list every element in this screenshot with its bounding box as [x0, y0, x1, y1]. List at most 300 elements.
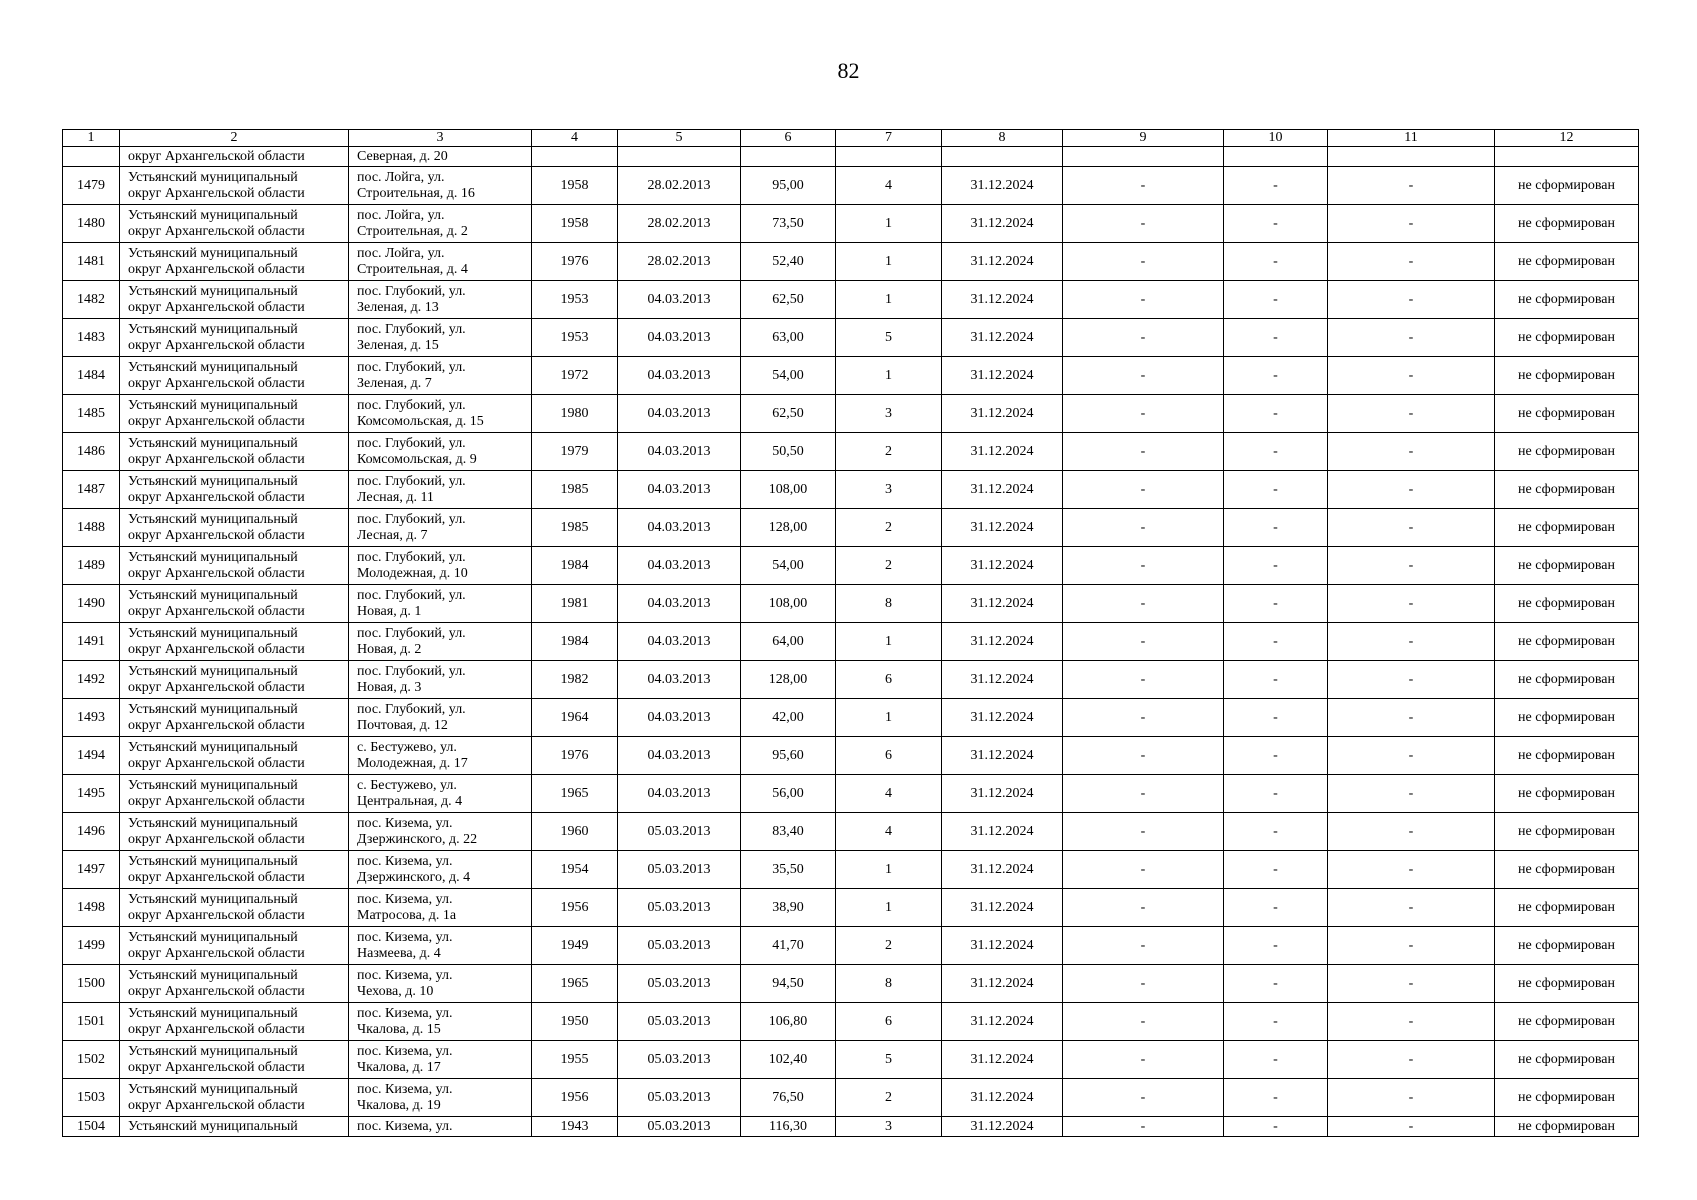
cell-owner	[120, 319, 349, 357]
cell-status: не сформирован	[1495, 889, 1639, 927]
cell-number: 1495	[63, 775, 120, 813]
owner-line: округ Архангельской области	[128, 983, 305, 999]
table-row	[63, 1041, 1639, 1079]
owner-line: Устьянский муниципальный	[128, 1081, 298, 1097]
cell-area: 52,40	[741, 243, 836, 281]
cell-number: 1482	[63, 281, 120, 319]
cell-year: 1943	[532, 1117, 618, 1137]
cell-col11: -	[1328, 167, 1495, 205]
address-line: Комсомольская, д. 9	[357, 451, 477, 467]
column-header: 11	[1328, 130, 1495, 147]
cell-address	[349, 851, 532, 889]
owner-line: Устьянский муниципальный	[128, 587, 298, 603]
cell-owner	[120, 965, 349, 1003]
column-header: 9	[1063, 130, 1224, 147]
address-line: пос. Лойга, ул.	[357, 169, 445, 185]
cell-date: 05.03.2013	[618, 1117, 741, 1137]
cell-status: не сформирован	[1495, 243, 1639, 281]
cell-count: 8	[836, 965, 942, 1003]
cell-status: не сформирован	[1495, 1003, 1639, 1041]
cell-address	[349, 1041, 532, 1079]
cell-col11: -	[1328, 775, 1495, 813]
column-number-row	[63, 130, 1639, 147]
cell-count: 2	[836, 1079, 942, 1117]
cell-status: не сформирован	[1495, 1117, 1639, 1137]
cell-empty	[1224, 147, 1328, 167]
table-row	[63, 889, 1639, 927]
cell-deadline: 31.12.2024	[942, 471, 1063, 509]
owner-line: Устьянский муниципальный	[128, 245, 298, 261]
cell-col9: -	[1063, 1041, 1224, 1079]
cell-status: не сформирован	[1495, 737, 1639, 775]
cell-area: 42,00	[741, 699, 836, 737]
cell-owner	[120, 205, 349, 243]
cell-area: 95,00	[741, 167, 836, 205]
cell-col9: -	[1063, 1117, 1224, 1137]
cell-count: 8	[836, 585, 942, 623]
owner-line: Устьянский муниципальный	[128, 929, 298, 945]
cell-owner	[120, 585, 349, 623]
cell-count: 1	[836, 623, 942, 661]
cell-col10: -	[1224, 433, 1328, 471]
owner-line: округ Архангельской области	[128, 375, 305, 391]
cell-col11: -	[1328, 205, 1495, 243]
cell-owner	[120, 813, 349, 851]
column-header: 1	[63, 130, 120, 147]
cell-date: 04.03.2013	[618, 357, 741, 395]
cell-empty	[1328, 147, 1495, 167]
cell-owner	[120, 737, 349, 775]
cell-area: 56,00	[741, 775, 836, 813]
owner-line: Устьянский муниципальный	[128, 359, 298, 375]
cell-address: Северная, д. 20	[349, 147, 532, 167]
cell-empty	[532, 147, 618, 167]
cell-owner	[120, 851, 349, 889]
cell-col10: -	[1224, 813, 1328, 851]
cell-status: не сформирован	[1495, 433, 1639, 471]
address-line: Новая, д. 3	[357, 679, 422, 695]
cell-year: 1958	[532, 167, 618, 205]
address-line: с. Бестужево, ул.	[357, 739, 457, 755]
cell-area: 64,00	[741, 623, 836, 661]
column-header: 3	[349, 130, 532, 147]
owner-line: Устьянский муниципальный	[128, 321, 298, 337]
cell-col9: -	[1063, 737, 1224, 775]
cell-col9: -	[1063, 509, 1224, 547]
cell-date: 04.03.2013	[618, 281, 741, 319]
cell-year: 1964	[532, 699, 618, 737]
cell-count: 2	[836, 509, 942, 547]
cell-col11: -	[1328, 1117, 1495, 1137]
column-header: 2	[120, 130, 349, 147]
cell-empty	[741, 147, 836, 167]
cell-col10: -	[1224, 205, 1328, 243]
address-line: Строительная, д. 4	[357, 261, 468, 277]
owner-line: Устьянский муниципальный	[128, 891, 298, 907]
cell-date: 04.03.2013	[618, 661, 741, 699]
cell-count: 3	[836, 1117, 942, 1137]
cell-col10: -	[1224, 1041, 1328, 1079]
cell-owner	[120, 889, 349, 927]
cell-deadline: 31.12.2024	[942, 243, 1063, 281]
column-header: 7	[836, 130, 942, 147]
owner-line: округ Архангельской области	[128, 337, 305, 353]
cell-count: 1	[836, 889, 942, 927]
cell-status: не сформирован	[1495, 1079, 1639, 1117]
cell-status: не сформирован	[1495, 699, 1639, 737]
cell-deadline: 31.12.2024	[942, 509, 1063, 547]
cell-owner	[120, 623, 349, 661]
cell-col9: -	[1063, 433, 1224, 471]
cell-status: не сформирован	[1495, 357, 1639, 395]
cell-area: 76,50	[741, 1079, 836, 1117]
cell-col11: -	[1328, 433, 1495, 471]
cell-area: 94,50	[741, 965, 836, 1003]
owner-line: Устьянский муниципальный	[128, 815, 298, 831]
table-row	[63, 585, 1639, 623]
address-line: Дзержинского, д. 4	[357, 869, 471, 885]
cell-number: 1502	[63, 1041, 120, 1079]
cell-owner	[120, 509, 349, 547]
cell-area: 108,00	[741, 585, 836, 623]
cell-number: 1481	[63, 243, 120, 281]
owner-line: Устьянский муниципальный	[128, 1005, 298, 1021]
address-line: Назмеева, д. 4	[357, 945, 441, 961]
cell-col9: -	[1063, 927, 1224, 965]
cell-number: 1487	[63, 471, 120, 509]
owner-line: округ Архангельской области	[128, 185, 305, 201]
cell-col10: -	[1224, 1117, 1328, 1137]
cell-empty	[618, 147, 741, 167]
cell-status: не сформирован	[1495, 661, 1639, 699]
cell-area: 95,60	[741, 737, 836, 775]
cell-count: 3	[836, 471, 942, 509]
cell-date: 28.02.2013	[618, 243, 741, 281]
cell-owner	[120, 1079, 349, 1117]
cell-area: 83,40	[741, 813, 836, 851]
cell-number: 1496	[63, 813, 120, 851]
cell-date: 04.03.2013	[618, 623, 741, 661]
cell-col9: -	[1063, 1003, 1224, 1041]
cell-status: не сформирован	[1495, 509, 1639, 547]
cell-col10: -	[1224, 775, 1328, 813]
cell-year: 1982	[532, 661, 618, 699]
cell-empty	[1495, 147, 1639, 167]
table-row	[63, 813, 1639, 851]
cell-deadline: 31.12.2024	[942, 585, 1063, 623]
owner-line: округ Архангельской области	[128, 717, 305, 733]
address-line: пос. Кизема, ул.	[357, 1005, 453, 1021]
cell-area: 38,90	[741, 889, 836, 927]
cell-col10: -	[1224, 357, 1328, 395]
owner-line: округ Архангельской области	[128, 641, 305, 657]
cell-year: 1965	[532, 775, 618, 813]
cell-col9: -	[1063, 243, 1224, 281]
cell-deadline: 31.12.2024	[942, 813, 1063, 851]
owner-line: округ Архангельской области	[128, 679, 305, 695]
owner-line: округ Архангельской области	[128, 413, 305, 429]
cell-owner: округ Архангельской области	[120, 147, 349, 167]
address-line: Комсомольская, д. 15	[357, 413, 484, 429]
cell-col10: -	[1224, 927, 1328, 965]
owner-line: Устьянский муниципальный	[128, 283, 298, 299]
table-row	[63, 433, 1639, 471]
cell-address	[349, 965, 532, 1003]
owner-line: округ Архангельской области	[128, 451, 305, 467]
cell-col10: -	[1224, 1079, 1328, 1117]
owner-line: Устьянский муниципальный	[128, 739, 298, 755]
cell-year: 1954	[532, 851, 618, 889]
cell-number: 1504	[63, 1117, 120, 1137]
cell-deadline: 31.12.2024	[942, 547, 1063, 585]
cell-owner	[120, 357, 349, 395]
address-line: пос. Кизема, ул.	[357, 1081, 453, 1097]
cell-number: 1479	[63, 167, 120, 205]
cell-col10: -	[1224, 699, 1328, 737]
cell-deadline: 31.12.2024	[942, 357, 1063, 395]
cell-number: 1486	[63, 433, 120, 471]
cell-year: 1984	[532, 623, 618, 661]
cell-number: 1489	[63, 547, 120, 585]
cell-number: 1484	[63, 357, 120, 395]
table-row	[63, 1079, 1639, 1117]
table-row	[63, 167, 1639, 205]
address-line: пос. Глубокий, ул.	[357, 321, 466, 337]
cell-empty	[836, 147, 942, 167]
cell-col9: -	[1063, 813, 1224, 851]
cell-area: 54,00	[741, 547, 836, 585]
address-line: пос. Глубокий, ул.	[357, 473, 466, 489]
cell-col11: -	[1328, 471, 1495, 509]
cell-count: 6	[836, 1003, 942, 1041]
cell-date: 05.03.2013	[618, 927, 741, 965]
cell-owner	[120, 281, 349, 319]
page-number: 82	[837, 58, 860, 83]
cell-col11: -	[1328, 547, 1495, 585]
cell-area: 73,50	[741, 205, 836, 243]
address-line: Зеленая, д. 7	[357, 375, 432, 391]
cell-col9: -	[1063, 889, 1224, 927]
cell-deadline: 31.12.2024	[942, 433, 1063, 471]
table-row	[63, 547, 1639, 585]
cell-deadline: 31.12.2024	[942, 737, 1063, 775]
cell-number: 1494	[63, 737, 120, 775]
owner-line: округ Архангельской области	[128, 793, 305, 809]
table-row	[63, 395, 1639, 433]
cell-date: 04.03.2013	[618, 319, 741, 357]
cell-address	[349, 737, 532, 775]
owner-line: округ Архангельской области	[128, 945, 305, 961]
cell-col11: -	[1328, 813, 1495, 851]
cell-number: 1488	[63, 509, 120, 547]
owner-line: Устьянский муниципальный	[128, 435, 298, 451]
table-row	[63, 205, 1639, 243]
cell-count: 1	[836, 357, 942, 395]
table-row	[63, 661, 1639, 699]
address-line: Матросова, д. 1а	[357, 907, 457, 923]
owner-line: округ Архангельской области	[128, 223, 305, 239]
cell-status: не сформирован	[1495, 585, 1639, 623]
cell-address	[349, 243, 532, 281]
address-line: Дзержинского, д. 22	[357, 831, 478, 847]
cell-status: не сформирован	[1495, 281, 1639, 319]
cell-deadline: 31.12.2024	[942, 167, 1063, 205]
table-row	[63, 1003, 1639, 1041]
cell-date: 04.03.2013	[618, 737, 741, 775]
column-header: 5	[618, 130, 741, 147]
address-line: пос. Кизема, ул.	[357, 815, 453, 831]
cell-col11: -	[1328, 357, 1495, 395]
cell-area: 128,00	[741, 661, 836, 699]
owner-line: округ Архангельской области	[128, 489, 305, 505]
cell-area: 62,50	[741, 281, 836, 319]
cell-col10: -	[1224, 471, 1328, 509]
cell-empty	[942, 147, 1063, 167]
cell-col10: -	[1224, 585, 1328, 623]
owner-line: округ Архангельской области	[128, 1097, 305, 1113]
owner-line: Устьянский муниципальный	[128, 777, 298, 793]
cell-status: не сформирован	[1495, 965, 1639, 1003]
cell-number: 1485	[63, 395, 120, 433]
cell-status: не сформирован	[1495, 205, 1639, 243]
address-line: с. Бестужево, ул.	[357, 777, 457, 793]
owner-line: округ Архангельской области	[128, 261, 305, 277]
table-row	[63, 471, 1639, 509]
cell-col9: -	[1063, 281, 1224, 319]
cell-col9: -	[1063, 965, 1224, 1003]
cell-date: 05.03.2013	[618, 1079, 741, 1117]
cell-count: 2	[836, 927, 942, 965]
cell-col10: -	[1224, 167, 1328, 205]
cell-count: 5	[836, 1041, 942, 1079]
owner-line: округ Архангельской области	[128, 1059, 305, 1075]
table-row	[63, 851, 1639, 889]
cell-col9: -	[1063, 851, 1224, 889]
cell-owner: Устьянский муниципальный	[120, 1117, 349, 1137]
owner-line: округ Архангельской области	[128, 755, 305, 771]
cell-deadline: 31.12.2024	[942, 965, 1063, 1003]
address-line: пос. Глубокий, ул.	[357, 663, 466, 679]
address-line: пос. Кизема, ул.	[357, 967, 453, 983]
cell-col9: -	[1063, 205, 1224, 243]
address-line: Новая, д. 1	[357, 603, 422, 619]
cell-number: 1500	[63, 965, 120, 1003]
cell-address	[349, 433, 532, 471]
column-header: 6	[741, 130, 836, 147]
cell-col10: -	[1224, 889, 1328, 927]
address-line: пос. Глубокий, ул.	[357, 511, 466, 527]
cell-col10: -	[1224, 661, 1328, 699]
cell-area: 54,00	[741, 357, 836, 395]
cell-deadline: 31.12.2024	[942, 319, 1063, 357]
cell-address	[349, 661, 532, 699]
cell-deadline: 31.12.2024	[942, 927, 1063, 965]
table-row	[63, 243, 1639, 281]
address-line: пос. Кизема, ул.	[357, 891, 453, 907]
cell-col9: -	[1063, 395, 1224, 433]
address-line: пос. Кизема, ул.	[357, 929, 453, 945]
address-line: пос. Кизема, ул.	[357, 853, 453, 869]
cell-count: 6	[836, 737, 942, 775]
cell-date: 04.03.2013	[618, 547, 741, 585]
address-line: Молодежная, д. 10	[357, 565, 468, 581]
cell-date: 05.03.2013	[618, 1003, 741, 1041]
cell-area: 50,50	[741, 433, 836, 471]
cell-number: 1480	[63, 205, 120, 243]
cell-col10: -	[1224, 509, 1328, 547]
cell-col9: -	[1063, 1079, 1224, 1117]
owner-line: округ Архангельской области	[128, 603, 305, 619]
cell-col11: -	[1328, 585, 1495, 623]
cell-address	[349, 281, 532, 319]
cell-number: 1493	[63, 699, 120, 737]
cell-year: 1985	[532, 471, 618, 509]
cell-count: 1	[836, 243, 942, 281]
cell-col9: -	[1063, 471, 1224, 509]
cell-year: 1953	[532, 319, 618, 357]
cell-status: не сформирован	[1495, 547, 1639, 585]
column-header: 10	[1224, 130, 1328, 147]
owner-line: Устьянский муниципальный	[128, 397, 298, 413]
cell-status: не сформирован	[1495, 813, 1639, 851]
cell-address	[349, 547, 532, 585]
table-row	[63, 281, 1639, 319]
cell-status: не сформирован	[1495, 1041, 1639, 1079]
cell-col11: -	[1328, 281, 1495, 319]
cell-count: 2	[836, 433, 942, 471]
cell-col10: -	[1224, 1003, 1328, 1041]
cell-year: 1981	[532, 585, 618, 623]
cell-date: 28.02.2013	[618, 205, 741, 243]
address-line: пос. Глубокий, ул.	[357, 359, 466, 375]
cell-count: 1	[836, 205, 942, 243]
cell-number: 1498	[63, 889, 120, 927]
cell-col11: -	[1328, 737, 1495, 775]
cell-number: 1490	[63, 585, 120, 623]
address-line: Строительная, д. 16	[357, 185, 475, 201]
address-line: Зеленая, д. 15	[357, 337, 439, 353]
cell-status: не сформирован	[1495, 319, 1639, 357]
cell-number: 1499	[63, 927, 120, 965]
cell-owner	[120, 167, 349, 205]
owner-line: Устьянский муниципальный	[128, 207, 298, 223]
cell-deadline: 31.12.2024	[942, 205, 1063, 243]
cell-col11: -	[1328, 243, 1495, 281]
cell-date: 05.03.2013	[618, 1041, 741, 1079]
owner-line: Устьянский муниципальный	[128, 625, 298, 641]
cell-area: 35,50	[741, 851, 836, 889]
table-row	[63, 357, 1639, 395]
owner-line: округ Архангельской области	[128, 565, 305, 581]
cell-owner	[120, 471, 349, 509]
address-line: Центральная, д. 4	[357, 793, 463, 809]
cell-col11: -	[1328, 965, 1495, 1003]
cell-deadline: 31.12.2024	[942, 699, 1063, 737]
cell-col10: -	[1224, 737, 1328, 775]
cell-deadline: 31.12.2024	[942, 851, 1063, 889]
address-line: Почтовая, д. 12	[357, 717, 448, 733]
cell-date: 05.03.2013	[618, 851, 741, 889]
cell-address	[349, 319, 532, 357]
owner-line: Устьянский муниципальный	[128, 701, 298, 717]
cell-empty	[1063, 147, 1224, 167]
cell-owner	[120, 775, 349, 813]
cell-address	[349, 889, 532, 927]
table-header	[63, 130, 1639, 147]
cell-count: 1	[836, 851, 942, 889]
cell-owner	[120, 433, 349, 471]
cell-col9: -	[1063, 167, 1224, 205]
